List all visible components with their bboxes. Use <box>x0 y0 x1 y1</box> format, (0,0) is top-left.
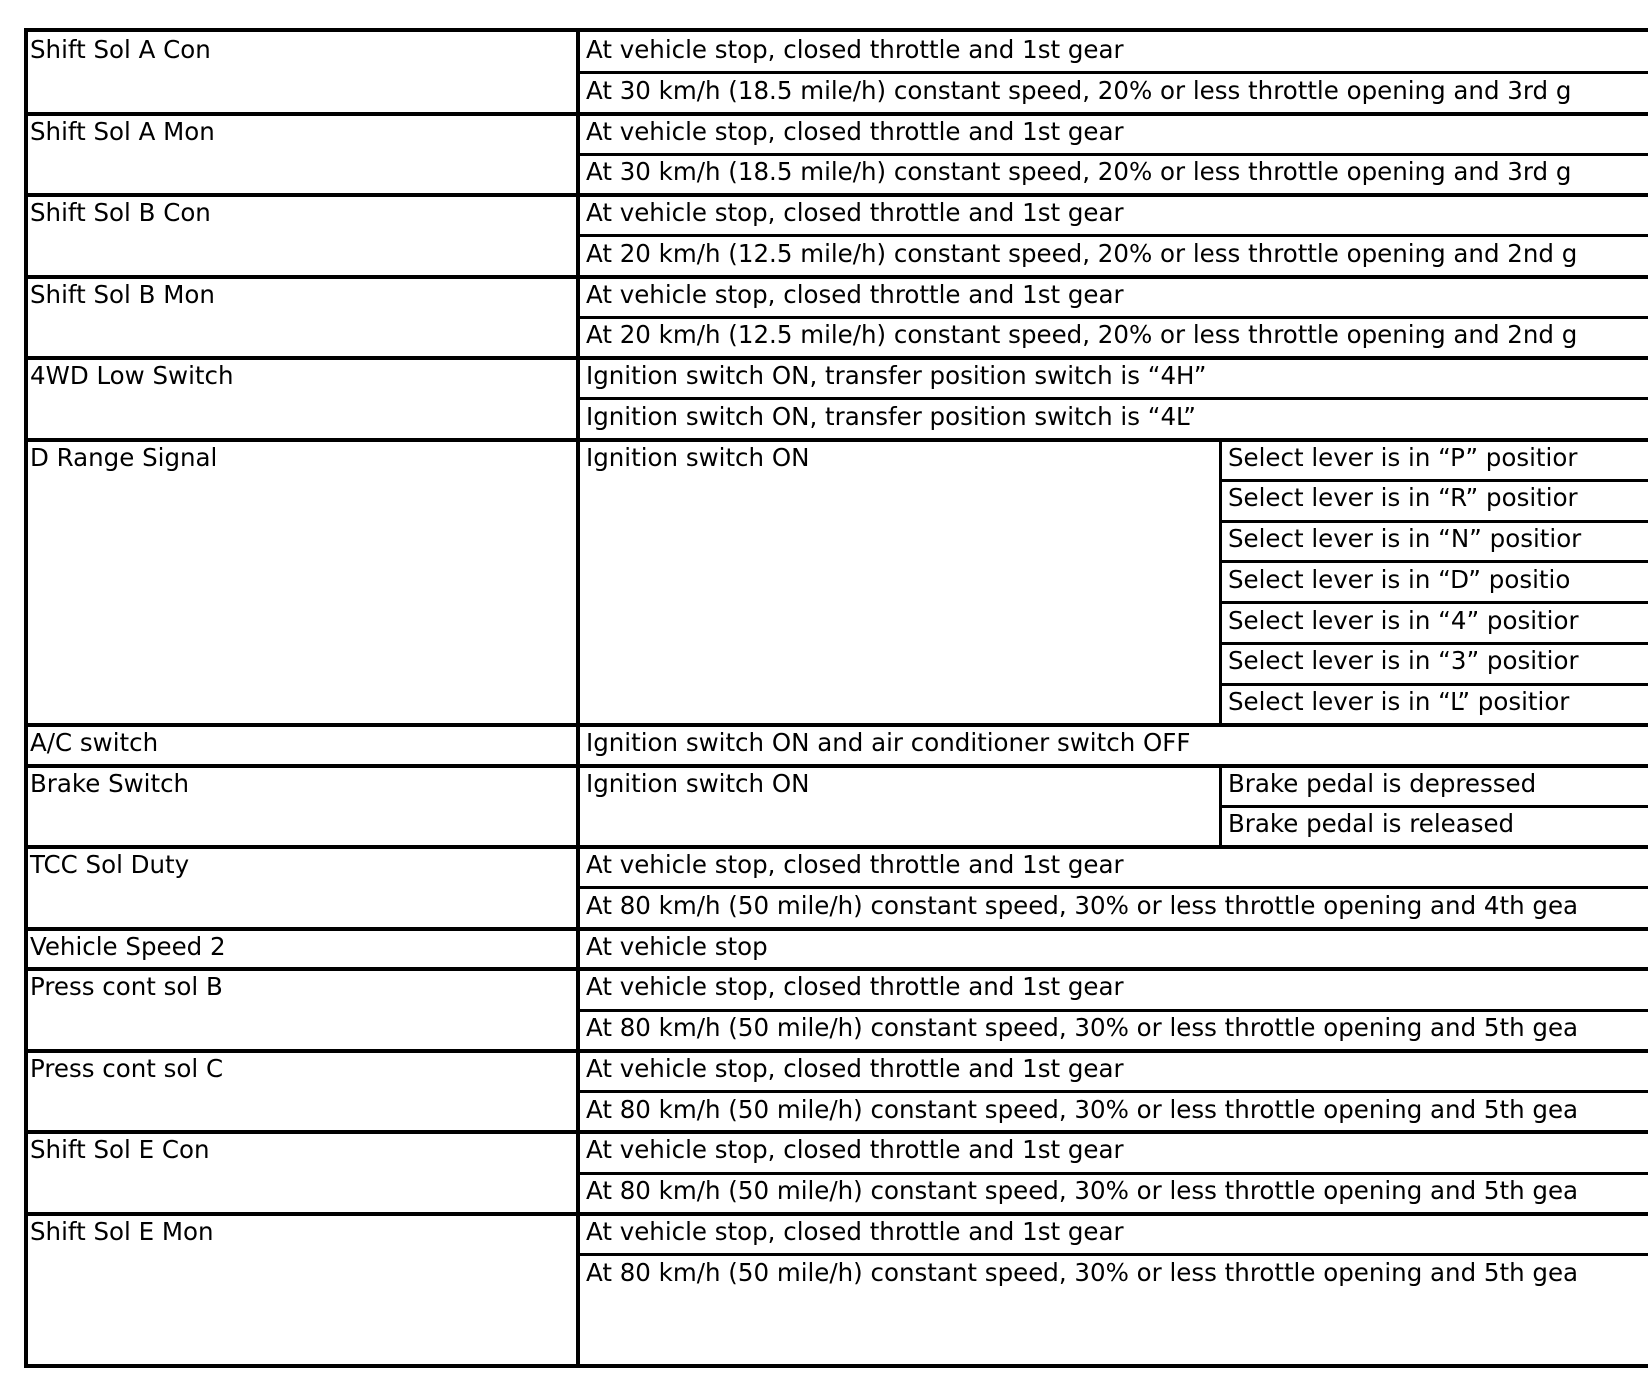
row-condition: At 80 km/h (50 mile/h) constant speed, 30% or less throttle opening and 4th gea <box>586 890 1579 920</box>
row-item-label: TCC Sol Duty <box>30 850 190 879</box>
row-condition: At vehicle stop, closed throttle and 1st gear <box>586 1135 1124 1165</box>
sub-row-divider <box>576 1172 1648 1175</box>
sub-row-divider <box>1219 601 1648 604</box>
sub-row-divider <box>576 1253 1648 1256</box>
row-item-label: D Range Signal <box>30 442 218 472</box>
row-condition: At vehicle stop, closed throttle and 1st gear <box>586 1216 1124 1246</box>
sub-row-divider <box>576 397 1648 400</box>
row-item-label: Shift Sol E Mon <box>30 1216 214 1246</box>
row-item-label: A/C switch <box>30 727 159 757</box>
row-condition: At vehicle stop, closed throttle and 1st gear <box>586 116 1124 146</box>
row-condition: At 20 km/h (12.5 mile/h) constant speed, 20% or less throttle opening and 2nd g <box>586 320 1578 350</box>
row-condition: At 80 km/h (50 mile/h) constant speed, 30% or less throttle opening and 5th gea <box>586 1013 1579 1042</box>
sub-row-divider <box>1219 479 1648 482</box>
sub-row-divider <box>1219 520 1648 523</box>
row-subcondition: Select lever is in “3” positior <box>1228 646 1579 676</box>
row-subcondition: Select lever is in “D” positio <box>1228 564 1571 594</box>
row-item-label: Brake Switch <box>30 768 190 798</box>
row-condition: At vehicle stop, closed throttle and 1st gear <box>586 972 1124 1002</box>
row-subcondition: Select lever is in “R” positior <box>1228 483 1578 513</box>
row-divider <box>24 927 1648 931</box>
sub-row-divider <box>576 153 1648 156</box>
row-condition: Ignition switch ON <box>586 768 810 798</box>
row-subcondition: Select lever is in “L” positior <box>1228 687 1570 716</box>
row-condition: Ignition switch ON and air conditioner switch OFF <box>586 727 1191 757</box>
sub-row-divider <box>576 71 1648 74</box>
sub-row-divider <box>1219 642 1648 645</box>
row-item-label: Shift Sol B Con <box>30 198 211 227</box>
row-item-label: Shift Sol E Con <box>30 1135 210 1165</box>
row-item-label: Shift Sol A Con <box>30 35 211 64</box>
row-condition: At 30 km/h (18.5 mile/h) constant speed, 20% or less throttle opening and 3rd g <box>586 75 1572 105</box>
row-condition: At 80 km/h (50 mile/h) constant speed, 30% or less throttle opening and 5th gea <box>586 1257 1579 1287</box>
sub-row-divider <box>1219 560 1648 563</box>
row-condition: At vehicle stop, closed throttle and 1st gear <box>586 850 1124 879</box>
row-item-label: Vehicle Speed 2 <box>30 931 226 961</box>
row-condition: At vehicle stop, closed throttle and 1st gear <box>586 35 1124 64</box>
row-condition: At vehicle stop <box>586 931 768 961</box>
row-subcondition: Select lever is in “N” positior <box>1228 524 1582 553</box>
row-condition: At 30 km/h (18.5 mile/h) constant speed, 20% or less throttle opening and 3rd g <box>586 157 1572 187</box>
sub-row-divider <box>576 886 1648 889</box>
row-item-label: 4WD Low Switch <box>30 361 234 390</box>
row-subcondition: Select lever is in “P” positior <box>1228 442 1578 472</box>
row-item-label: Press cont sol C <box>30 1053 224 1083</box>
row-subcondition: Select lever is in “4” positior <box>1228 605 1579 635</box>
sub-row-divider <box>576 1009 1648 1012</box>
sub-row-divider <box>576 1090 1648 1093</box>
sub-row-divider <box>576 234 1648 237</box>
row-condition: At vehicle stop, closed throttle and 1st gear <box>586 198 1124 227</box>
sub-row-divider <box>1219 683 1648 686</box>
row-condition: At 80 km/h (50 mile/h) constant speed, 30% or less throttle opening and 5th gea <box>586 1176 1579 1205</box>
data-table <box>24 28 1648 1368</box>
row-condition: At vehicle stop, closed throttle and 1st gear <box>586 1053 1124 1083</box>
sub-row-divider <box>1219 805 1648 808</box>
row-item-label: Shift Sol A Mon <box>30 116 215 146</box>
row-item-label: Shift Sol B Mon <box>30 279 215 309</box>
row-subcondition: Brake pedal is depressed <box>1228 768 1537 798</box>
row-condition: At 80 km/h (50 mile/h) constant speed, 30% or less throttle opening and 5th gea <box>586 1094 1579 1124</box>
row-condition: Ignition switch ON <box>586 442 810 472</box>
row-condition: Ignition switch ON, transfer position switch is “4L” <box>586 401 1196 431</box>
column-divider <box>576 28 580 1368</box>
row-subcondition: Brake pedal is released <box>1228 809 1515 839</box>
sub-row-divider <box>576 316 1648 319</box>
row-condition: Ignition switch ON, transfer position switch is “4H” <box>586 361 1207 390</box>
row-condition: At 20 km/h (12.5 mile/h) constant speed, 20% or less throttle opening and 2nd g <box>586 238 1578 268</box>
row-item-label: Press cont sol B <box>30 972 223 1002</box>
row-condition: At vehicle stop, closed throttle and 1st gear <box>586 279 1124 309</box>
